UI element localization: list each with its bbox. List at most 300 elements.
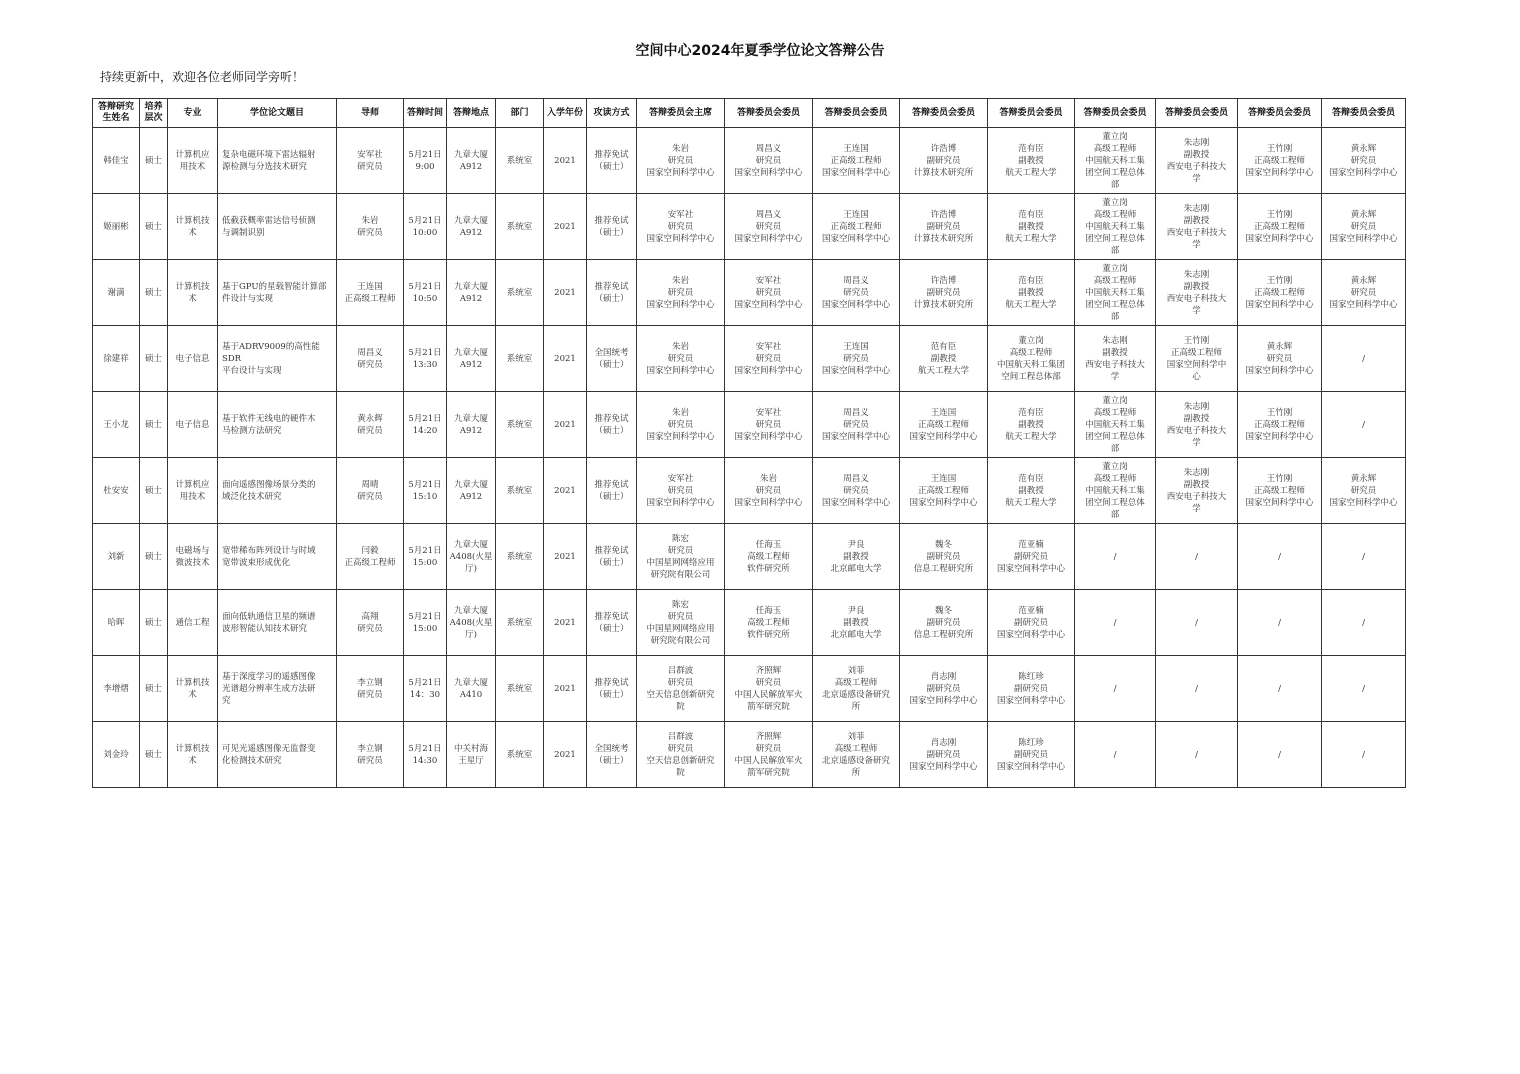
cell-line: 研究员	[755, 743, 782, 754]
cell-line: 国家空间科学中心	[734, 431, 803, 442]
advisor-cell	[337, 524, 404, 590]
level-cell: 硕士	[140, 722, 168, 788]
header-enroll-year: 入学年份	[544, 99, 587, 128]
committee-member-cell	[813, 392, 900, 458]
cell-line: 研究员	[357, 425, 383, 436]
cell-line: 高级工程师	[1009, 347, 1053, 358]
cell-line: 研究员	[755, 155, 782, 166]
cell-line: 信息工程研究所	[913, 563, 974, 574]
major-cell	[168, 194, 218, 260]
committee-member-cell	[1075, 524, 1156, 590]
cell-line: 国家空间科学中心	[1245, 497, 1314, 508]
thesis-title-cell	[218, 326, 337, 392]
committee-member-cell	[1156, 656, 1238, 722]
header-defense-time: 答辩时间	[404, 99, 447, 128]
committee-member-cell	[725, 656, 813, 722]
cell-line: 范有臣	[1018, 209, 1044, 220]
cell-line: 基于深度学习的遥感图像	[222, 671, 316, 682]
cell-line: 源检测与分选技术研究	[222, 161, 308, 172]
table-body	[93, 128, 1406, 788]
cell-line: 中国星网网络应用	[646, 623, 715, 634]
cell-line: 安军社	[755, 407, 782, 418]
cell-line: 基于软件无线电的硬件木	[222, 413, 316, 424]
department-cell: 系统室	[496, 326, 544, 392]
cell-line: 安军社	[755, 341, 782, 352]
cell-line: 王竹刚	[1266, 143, 1293, 154]
committee-member-cell	[1075, 656, 1156, 722]
cell-line: 董立岗	[1018, 335, 1044, 346]
committee-chair-cell	[637, 590, 725, 656]
cell-line: 范有臣	[1018, 473, 1044, 484]
level-cell: 硕士	[140, 392, 168, 458]
defense-time-cell	[404, 656, 447, 722]
committee-member-cell	[1238, 260, 1322, 326]
cell-line: /	[1195, 551, 1198, 562]
enroll-year-cell: 2021	[544, 260, 587, 326]
cell-line: 副研究员	[926, 617, 961, 628]
committee-member-cell	[900, 458, 988, 524]
committee-member-cell	[1075, 128, 1156, 194]
cell-line: 14：30	[409, 689, 441, 700]
cell-line: 正高级工程师	[1253, 419, 1305, 430]
cell-line: 朱岩	[671, 275, 689, 286]
cell-line: 董立岗	[1102, 263, 1128, 274]
cell-line: /	[1113, 749, 1117, 760]
committee-member-cell	[988, 392, 1075, 458]
committee-chair-cell	[637, 722, 725, 788]
committee-member-cell	[1238, 722, 1322, 788]
cell-line: 安军社	[357, 149, 383, 160]
table-row	[93, 326, 1406, 392]
committee-member-cell	[725, 260, 813, 326]
cell-line: 10:00	[412, 227, 438, 238]
cell-line: 副研究员	[1013, 551, 1048, 562]
table-row	[93, 392, 1406, 458]
cell-line: 电子信息	[175, 419, 210, 430]
cell-line: 副教授	[1018, 287, 1044, 298]
cell-line: 王连国	[843, 209, 869, 220]
cell-line: 光谱超分辨率生成方法研	[222, 683, 316, 694]
cell-line: 中国航天科工集	[1085, 221, 1145, 232]
committee-member-cell	[988, 590, 1075, 656]
student-name-cell: 刘金玲	[93, 722, 140, 788]
cell-line: A408(火星	[449, 617, 493, 628]
committee-member-cell	[1156, 590, 1238, 656]
committee-member-cell	[1075, 590, 1156, 656]
cell-line: 黄永辉	[1350, 143, 1377, 154]
committee-chair-cell	[637, 194, 725, 260]
cell-line: 正高级工程师	[917, 419, 969, 430]
committee-member-cell	[900, 392, 988, 458]
committee-chair-cell	[637, 128, 725, 194]
cell-line: 高级工程师	[747, 617, 790, 628]
cell-line: 国家空间科学中心	[821, 167, 890, 178]
table-row	[93, 194, 1406, 260]
cell-line: 研究员	[843, 419, 869, 430]
cell-line: 研究员	[755, 485, 782, 496]
cell-line: 陈宏	[671, 599, 689, 610]
cell-line: 推荐免试	[594, 545, 629, 556]
committee-member-cell	[988, 524, 1075, 590]
cell-line: 国家空间科学中心	[734, 167, 803, 178]
committee-chair-cell	[637, 656, 725, 722]
cell-line: （硕士）	[594, 161, 629, 172]
cell-line: 西安电子科技大	[1166, 161, 1227, 172]
committee-member-cell	[900, 260, 988, 326]
cell-line: 副教授	[1183, 215, 1210, 226]
cell-line: 副研究员	[1013, 683, 1048, 694]
cell-line: 通信工程	[175, 617, 210, 628]
table-row	[93, 656, 1406, 722]
student-name-cell: 韩佳宝	[93, 128, 140, 194]
cell-line: 研究员	[755, 419, 782, 430]
cell-line: 王连国	[843, 341, 869, 352]
cell-line: 全国统考	[594, 743, 629, 754]
cell-line: /	[1113, 683, 1117, 694]
header-department: 部门	[496, 99, 544, 128]
student-name-cell: 王小龙	[93, 392, 140, 458]
cell-line: 面向遥感图像场景分类的	[222, 479, 316, 490]
cell-line: 董立岗	[1102, 395, 1128, 406]
committee-member-cell	[988, 458, 1075, 524]
cell-line: 九章大厦	[453, 677, 488, 688]
cell-line: 王连国	[843, 143, 869, 154]
cell-line: 朱志刚	[1183, 137, 1210, 148]
cell-line: A912	[459, 359, 483, 370]
committee-member-cell	[1156, 524, 1238, 590]
cell-line: 15:10	[412, 491, 438, 502]
cell-line: 研究员	[843, 485, 869, 496]
committee-chair-cell	[637, 392, 725, 458]
cell-line: 副教授	[1183, 149, 1210, 160]
committee-member-cell	[725, 458, 813, 524]
cell-line: 国家空间科学中心	[1245, 365, 1314, 376]
cell-line: 中国航天科工集	[1085, 419, 1145, 430]
cell-line: 国家空间科学中心	[996, 695, 1065, 706]
advisor-cell	[337, 392, 404, 458]
header-committee-member: 答辩委员会委员	[1075, 99, 1156, 128]
cell-line: 副研究员	[926, 551, 961, 562]
cell-line: 团空间工程总体	[1085, 233, 1145, 244]
cell-line: 国家空间科学中心	[646, 497, 715, 508]
committee-member-cell	[988, 656, 1075, 722]
cell-line: 周昌义	[357, 347, 383, 358]
committee-member-cell	[1238, 524, 1322, 590]
header-advisor: 导师	[337, 99, 404, 128]
cell-line: 院	[676, 701, 685, 712]
cell-line: 学	[1192, 503, 1201, 514]
cell-line: 朱志刚	[1183, 401, 1210, 412]
thesis-title-cell	[218, 590, 337, 656]
cell-line: 厅)	[465, 563, 477, 574]
cell-line: 肖志刚	[930, 671, 957, 682]
committee-chair-cell	[637, 524, 725, 590]
committee-member-cell	[725, 326, 813, 392]
cell-line: 正高级工程师	[1253, 287, 1305, 298]
department-cell: 系统室	[496, 524, 544, 590]
cell-line: 国家空间科学中心	[909, 497, 978, 508]
cell-line: 国家空间科学中	[1166, 359, 1227, 370]
cell-line: 九章大厦	[453, 605, 488, 616]
page-subtitle: 持续更新中，欢迎各位老师同学旁听！	[100, 70, 305, 84]
cell-line: 波形智能认知技术研究	[222, 623, 308, 634]
major-cell	[168, 722, 218, 788]
student-name-cell: 李增熠	[93, 656, 140, 722]
advisor-cell	[337, 260, 404, 326]
committee-chair-cell	[637, 326, 725, 392]
cell-line: 肖志刚	[930, 737, 957, 748]
level-cell: 硕士	[140, 194, 168, 260]
cell-line: 国家空间科学中心	[821, 365, 890, 376]
cell-line: A410	[459, 689, 483, 700]
cell-line: 团空间工程总体	[1085, 431, 1145, 442]
cell-line: 马检测方法研究	[222, 425, 282, 436]
cell-line: （硕士）	[594, 359, 629, 370]
cell-line: 朱岩	[361, 215, 379, 226]
table-row	[93, 458, 1406, 524]
cell-line: 宽带稀布阵列设计与时域	[222, 545, 316, 556]
cell-line: /	[1195, 683, 1198, 694]
cell-line: 术	[188, 227, 197, 238]
cell-line: 副研究员	[926, 683, 961, 694]
cell-line: 国家空间科学中心	[646, 431, 715, 442]
cell-line: 国家空间科学中心	[909, 761, 978, 772]
cell-line: 信息工程研究所	[913, 629, 974, 640]
cell-line: 推荐免试	[594, 215, 629, 226]
cell-line: 国家空间科学中心	[821, 233, 890, 244]
cell-line: （硕士）	[594, 293, 629, 304]
cell-line: 许浩博	[930, 143, 957, 154]
enroll-year-cell: 2021	[544, 458, 587, 524]
table-row	[93, 722, 1406, 788]
cell-line: 副教授	[1018, 485, 1044, 496]
cell-line: A912	[459, 227, 483, 238]
cell-line: 正高级工程师	[344, 293, 396, 304]
header-defense-location: 答辩地点	[447, 99, 496, 128]
cell-line: 朱志刚	[1183, 203, 1210, 214]
cell-line: 高级工程师	[1093, 143, 1137, 154]
cell-line: 计算机技	[175, 677, 210, 688]
cell-line: 副研究员	[1013, 749, 1048, 760]
committee-member-cell	[725, 392, 813, 458]
committee-member-cell	[988, 260, 1075, 326]
committee-member-cell	[1238, 128, 1322, 194]
cell-line: 中国航天科工集	[1085, 287, 1145, 298]
committee-member-cell	[1156, 128, 1238, 194]
cell-line: 周昌义	[843, 275, 869, 286]
cell-line: 副教授	[1018, 155, 1044, 166]
cell-line: 箭军研究院	[747, 701, 790, 712]
cell-line: 朱岩	[671, 341, 689, 352]
cell-line: 研究员	[357, 227, 383, 238]
cell-line: 研究员	[667, 743, 694, 754]
cell-line: 9:00	[415, 161, 435, 172]
cell-line: 面向低轨通信卫星的频谱	[222, 611, 316, 622]
cell-line: 5月21日	[408, 149, 442, 160]
committee-member-cell	[1322, 524, 1406, 590]
cell-line: 10:50	[412, 293, 438, 304]
study-mode-cell	[587, 590, 637, 656]
committee-member-cell	[725, 590, 813, 656]
defense-schedule-table	[92, 98, 1406, 788]
cell-line: 黄永辉	[1350, 473, 1377, 484]
level-cell: 硕士	[140, 326, 168, 392]
cell-line: 九章大厦	[453, 539, 488, 550]
cell-line: 学	[1192, 173, 1201, 184]
cell-line: 中国星网网络应用	[646, 557, 715, 568]
cell-line: 九章大厦	[453, 149, 488, 160]
cell-line: 周昌义	[755, 143, 782, 154]
header-student-name: 答辩研究生姓名	[93, 99, 140, 128]
cell-line: 研究员	[357, 689, 383, 700]
cell-line: 部	[1110, 443, 1120, 454]
cell-line: /	[1362, 617, 1365, 628]
cell-line: 研究员	[667, 353, 694, 364]
defense-location-cell	[447, 392, 496, 458]
cell-line: 国家空间科学中心	[909, 695, 978, 706]
cell-line: 黄永辉	[357, 413, 383, 424]
cell-line: 陈宏	[671, 533, 689, 544]
cell-line: 王连国	[930, 407, 957, 418]
cell-line: 齐照辉	[755, 731, 782, 742]
level-cell: 硕士	[140, 458, 168, 524]
cell-line: 国家空间科学中心	[1245, 233, 1314, 244]
cell-line: /	[1362, 551, 1365, 562]
cell-line: 范有臣	[1018, 275, 1044, 286]
cell-line: （硕士）	[594, 689, 629, 700]
cell-line: （硕士）	[594, 557, 629, 568]
cell-line: 黄永辉	[1350, 209, 1377, 220]
cell-line: 中国航天科工集	[1085, 155, 1145, 166]
cell-line: 中国人民解放军火	[734, 689, 803, 700]
cell-line: 九章大厦	[453, 281, 488, 292]
committee-member-cell	[1238, 590, 1322, 656]
cell-line: 副教授	[1183, 413, 1210, 424]
cell-line: 微波技术	[175, 557, 210, 568]
committee-member-cell	[988, 194, 1075, 260]
defense-time-cell	[404, 524, 447, 590]
level-cell: 硕士	[140, 656, 168, 722]
cell-line: 航天工程大学	[1005, 497, 1057, 508]
committee-member-cell	[813, 326, 900, 392]
student-name-cell: 哈晖	[93, 590, 140, 656]
cell-line: 国家空间科学中心	[909, 431, 978, 442]
header-committee-chair: 答辩委员会主席	[637, 99, 725, 128]
cell-line: 范亚楠	[1018, 539, 1044, 550]
cell-line: 副研究员	[926, 221, 961, 232]
cell-line: 副教授	[1018, 419, 1044, 430]
cell-line: 西安电子科技大	[1166, 425, 1227, 436]
thesis-title-cell	[218, 458, 337, 524]
cell-line: 国家空间科学中心	[821, 497, 890, 508]
cell-line: 尹良	[847, 605, 865, 616]
cell-line: 研究员	[755, 677, 782, 688]
cell-line: 15:00	[412, 557, 438, 568]
cell-line: 王竹刚	[1266, 209, 1293, 220]
committee-member-cell	[900, 656, 988, 722]
level-cell: 硕士	[140, 260, 168, 326]
cell-line: 中国航天科工集	[1085, 485, 1145, 496]
cell-line: /	[1362, 353, 1365, 364]
cell-line: 国家空间科学中心	[1245, 299, 1314, 310]
cell-line: 王连国	[357, 281, 383, 292]
cell-line: 推荐免试	[594, 479, 629, 490]
cell-line: 副教授	[843, 551, 869, 562]
cell-line: /	[1362, 419, 1365, 430]
cell-line: 国家空间科学中心	[996, 761, 1065, 772]
cell-line: 电磁场与	[175, 545, 210, 556]
cell-line: 国家空间科学中心	[646, 233, 715, 244]
cell-line: 计算机技	[175, 281, 210, 292]
cell-line: 中国人民解放军火	[734, 755, 803, 766]
cell-line: 闫毅	[361, 545, 379, 556]
committee-member-cell	[988, 326, 1075, 392]
student-name-cell: 谢満	[93, 260, 140, 326]
advisor-cell	[337, 656, 404, 722]
cell-line: 部	[1110, 509, 1120, 520]
cell-line: 范有臣	[930, 341, 957, 352]
cell-line: 副教授	[1018, 221, 1044, 232]
cell-line: 研究员	[755, 287, 782, 298]
thesis-title-cell	[218, 194, 337, 260]
cell-line: 研究员	[667, 545, 694, 556]
department-cell: 系统室	[496, 656, 544, 722]
committee-member-cell	[1075, 458, 1156, 524]
table-header-row	[93, 99, 1406, 128]
cell-line: 14:30	[412, 755, 438, 766]
cell-line: 董立岗	[1102, 197, 1128, 208]
committee-member-cell	[900, 326, 988, 392]
committee-member-cell	[900, 590, 988, 656]
cell-line: /	[1362, 683, 1365, 694]
committee-member-cell	[1238, 656, 1322, 722]
cell-line: 航天工程大学	[1005, 431, 1057, 442]
defense-location-cell	[447, 722, 496, 788]
cell-line: 中国航天科工集团	[996, 359, 1065, 370]
cell-line: 齐照辉	[755, 665, 782, 676]
cell-line: 九章大厦	[453, 479, 488, 490]
committee-member-cell	[725, 128, 813, 194]
cell-line: 用技术	[179, 161, 206, 172]
cell-line: 空间工程总体部	[1001, 371, 1061, 382]
cell-line: 副教授	[1183, 479, 1210, 490]
cell-line: 高级工程师	[834, 677, 878, 688]
cell-line: 研究员	[755, 353, 782, 364]
advisor-cell	[337, 194, 404, 260]
cell-line: 副教授	[1102, 347, 1128, 358]
cell-line: 学	[1110, 371, 1120, 382]
cell-line: 副研究员	[1013, 617, 1048, 628]
thesis-title-cell	[218, 656, 337, 722]
cell-line: 5月21日	[408, 677, 442, 688]
cell-line: 王竹刚	[1266, 407, 1293, 418]
cell-line: 高级工程师	[1093, 275, 1137, 286]
enroll-year-cell: 2021	[544, 590, 587, 656]
department-cell: 系统室	[496, 194, 544, 260]
cell-line: 高级工程师	[834, 743, 878, 754]
study-mode-cell	[587, 656, 637, 722]
cell-line: 安军社	[755, 275, 782, 286]
cell-line: 王星厅	[458, 755, 484, 766]
committee-member-cell	[1238, 392, 1322, 458]
cell-line: （硕士）	[594, 491, 629, 502]
cell-line: 国家空间科学中心	[734, 365, 803, 376]
cell-line: 正高级工程师	[1253, 485, 1305, 496]
cell-line: 计算机应	[175, 149, 210, 160]
cell-line: 西安电子科技大	[1085, 359, 1145, 370]
enroll-year-cell: 2021	[544, 656, 587, 722]
committee-member-cell	[813, 458, 900, 524]
